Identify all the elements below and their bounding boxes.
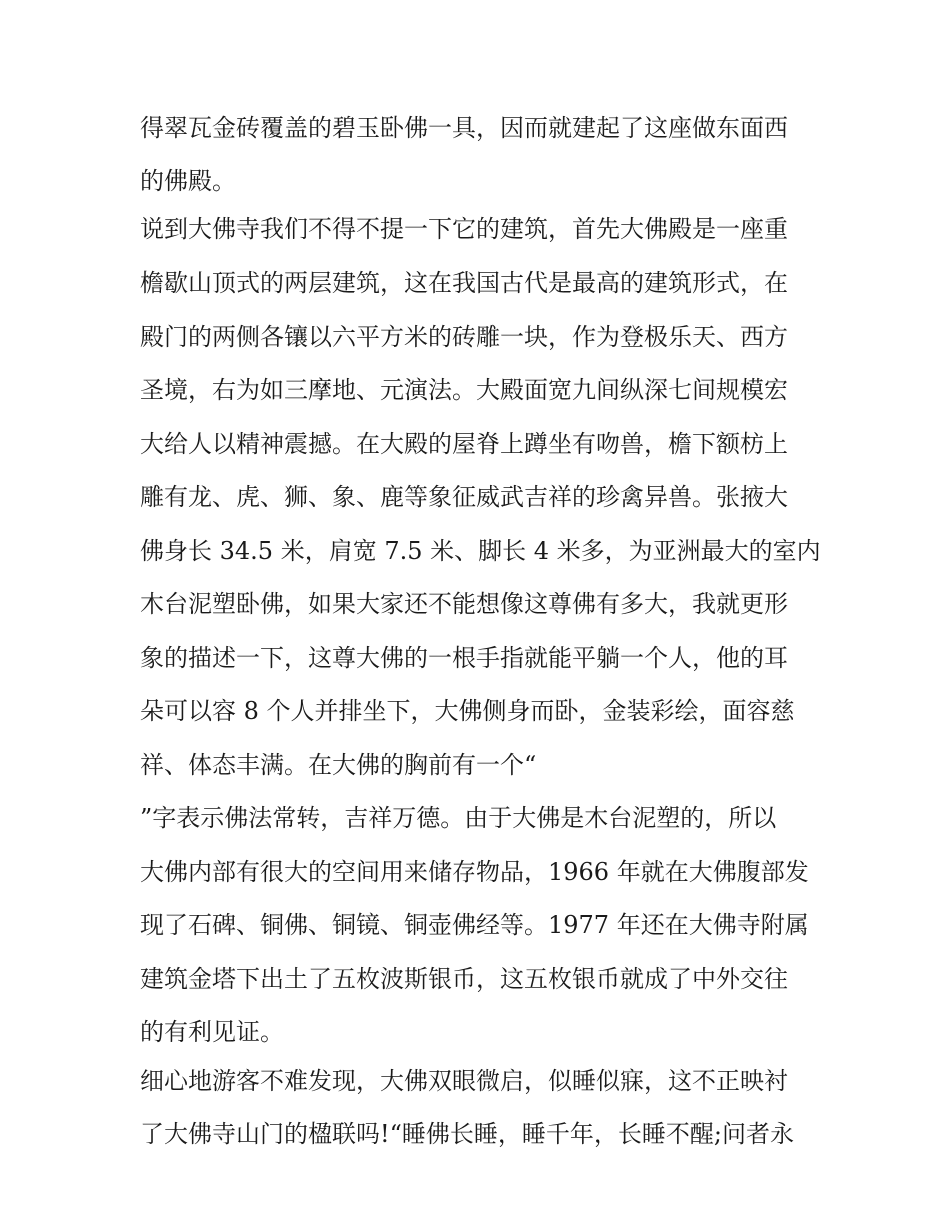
text-line: 大给人以精神震撼。在大殿的屋脊上蹲坐有吻兽，檐下额枋上 [140,430,788,458]
text-line: 祥、体态丰满。在大佛的胸前有一个“ [140,751,537,779]
text-line: 木台泥塑卧佛，如果大家还不能想像这尊佛有多大，我就更形 [140,590,788,618]
text-line: 象的描述一下，这尊大佛的一根手指就能平躺一个人，他的耳 [140,644,788,672]
text-line: 佛身长 34.5 米，肩宽 7.5 米、脚长 4 米多，为亚洲最大的室内 [140,537,821,565]
text-line: ”字表示佛法常转，吉祥万德。由于大佛是木台泥塑的，所以 [140,804,777,832]
text-line: 朵可以容 8 个人并排坐下，大佛侧身而卧，金装彩绘，面容慈 [140,697,795,725]
text-line: 圣境，右为如三摩地、元演法。大殿面宽九间纵深七间规模宏 [140,376,788,404]
text-line: 细心地游客不难发现，大佛双眼微启，似睡似寐，这不正映衬 [140,1067,788,1095]
text-line: 了大佛寺山门的楹联吗!“睡佛长睡，睡千年，长睡不醒;问者永 [140,1120,794,1148]
text-line: 得翠瓦金砖覆盖的碧玉卧佛一具，因而就建起了这座做东面西 [140,114,788,142]
text-line: 现了石碑、铜佛、铜镜、铜壶佛经等。1977 年还在大佛寺附属 [140,911,809,939]
text-line: 殿门的两侧各镶以六平方米的砖雕一块，作为登极乐天、西方 [140,323,788,351]
text-line: 檐歇山顶式的两层建筑，这在我国古代是最高的建筑形式，在 [140,269,788,297]
text-line: 雕有龙、虎、狮、象、鹿等象征威武吉祥的珍禽异兽。张掖大 [140,483,788,511]
text-line: 说到大佛寺我们不得不提一下它的建筑，首先大佛殿是一座重 [140,215,788,243]
text-line: 的佛殿。 [140,167,236,195]
text-line: 大佛内部有很大的空间用来储存物品，1966 年就在大佛腹部发 [140,858,809,886]
text-line: 的有利见证。 [140,1018,284,1046]
text-line: 建筑金塔下出土了五枚波斯银币，这五枚银币就成了中外交往 [140,965,788,993]
